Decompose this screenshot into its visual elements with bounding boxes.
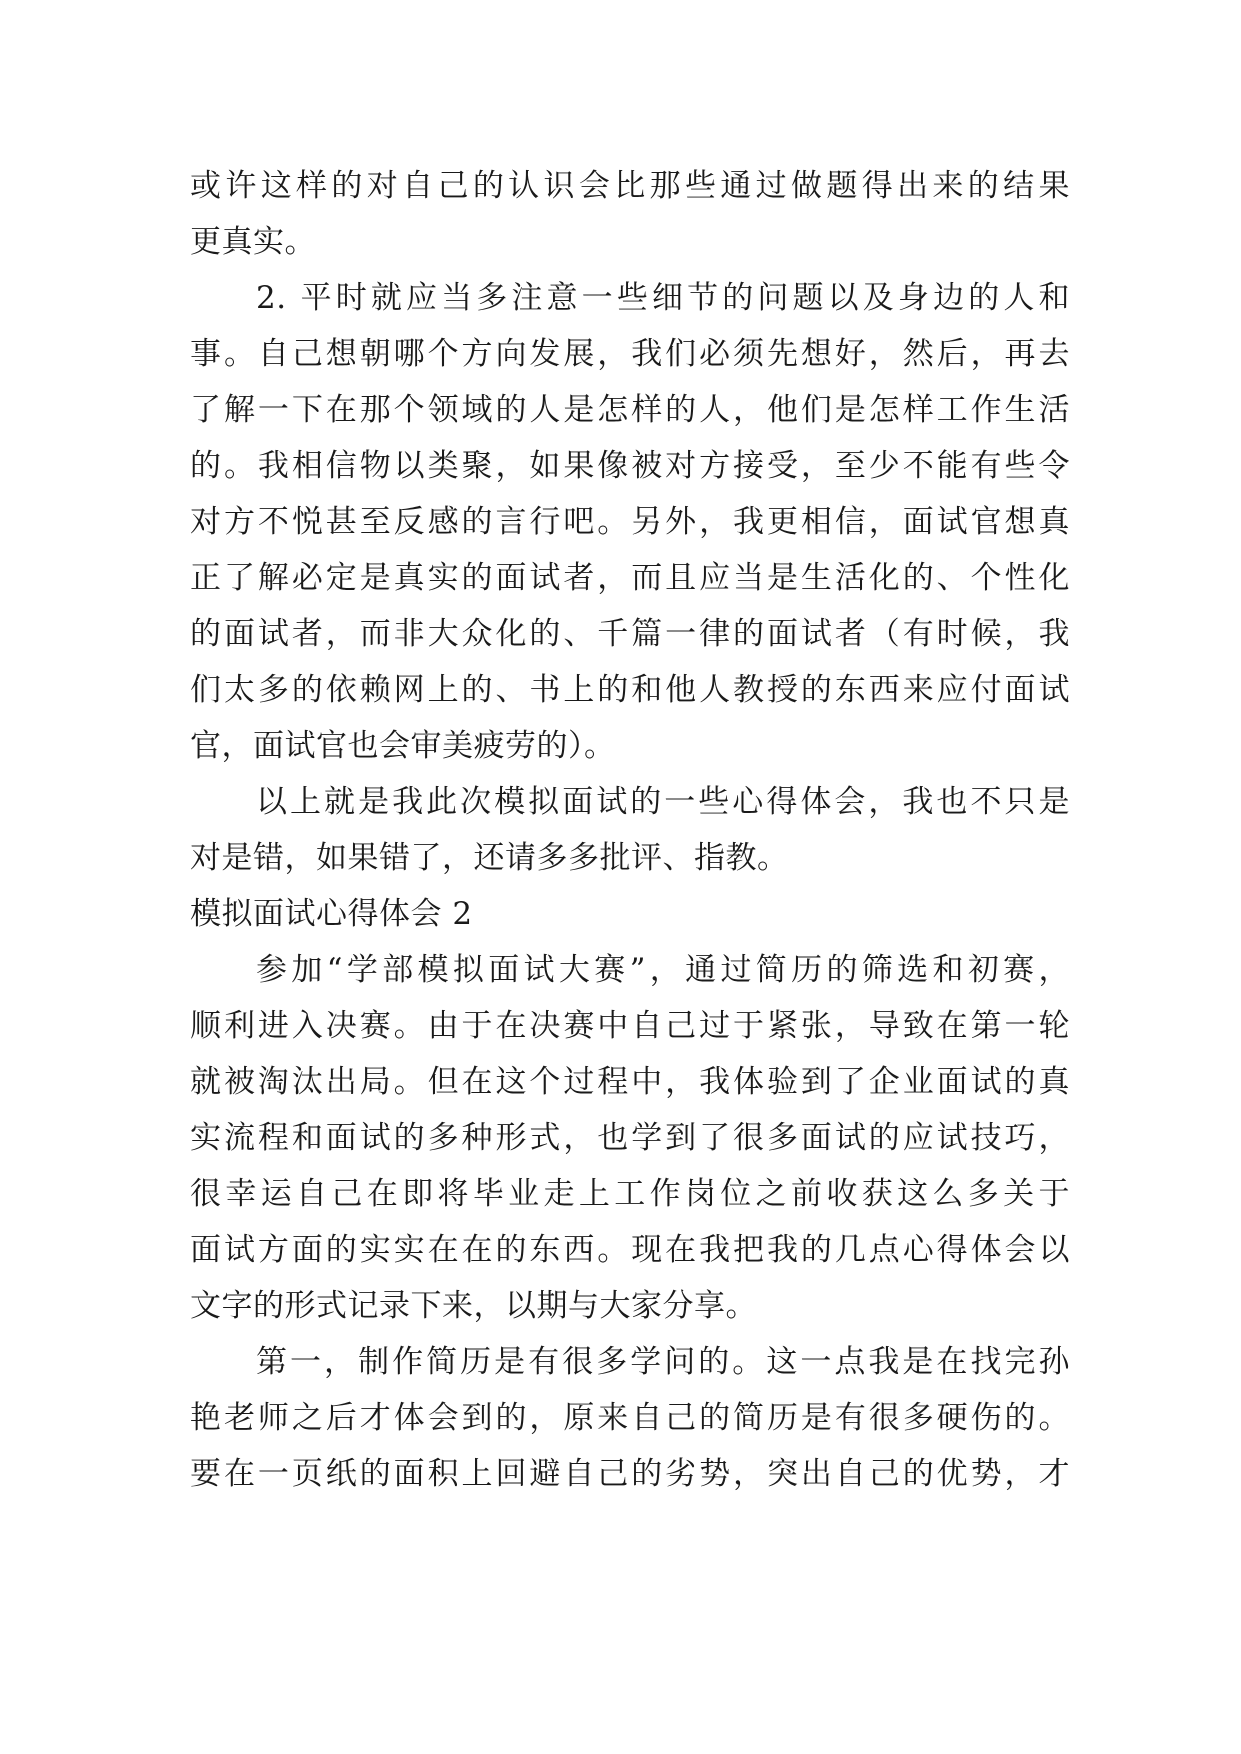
paragraph-line: 更真实。	[190, 224, 316, 260]
paragraph-line: 就被淘汰出局。但在这个过程中，我体验到了企业面试的真	[190, 1064, 1070, 1100]
paragraph-line: 或许这样的对自己的认识会比那些通过做题得出来的结果	[190, 168, 1070, 204]
paragraph-line: 正了解必定是真实的面试者，而且应当是生活化的、个性化	[190, 560, 1070, 596]
paragraph-line: 的。我相信物以类聚，如果像被对方接受，至少不能有些令	[190, 448, 1070, 484]
paragraph-line: 实流程和面试的多种形式，也学到了很多面试的应试技巧，	[190, 1120, 1070, 1156]
paragraph-line: 官，面试官也会审美疲劳的）。	[190, 728, 616, 764]
paragraph-line: 艳老师之后才体会到的，原来自己的简历是有很多硬伤的。	[190, 1400, 1070, 1436]
paragraph-line: 对方不悦甚至反感的言行吧。另外，我更相信，面试官想真	[190, 504, 1070, 540]
paragraph-line: 第一，制作简历是有很多学问的。这一点我是在找完孙	[256, 1344, 1070, 1380]
paragraph-line: 事。自己想朝哪个方向发展，我们必须先想好，然后，再去	[190, 336, 1070, 372]
paragraph-line: 们太多的依赖网上的、书上的和他人教授的东西来应付面试	[190, 672, 1070, 708]
paragraph-line: 文字的形式记录下来，以期与大家分享。	[190, 1288, 757, 1324]
section-heading: 模拟面试心得体会 2	[190, 896, 473, 932]
paragraph-line: 了解一下在那个领域的人是怎样的人，他们是怎样工作生活	[190, 392, 1070, 428]
paragraph-line: 2. 平时就应当多注意一些细节的问题以及身边的人和	[256, 280, 1070, 316]
paragraph-line: 顺利进入决赛。由于在决赛中自己过于紧张，导致在第一轮	[190, 1008, 1070, 1044]
paragraph-line: 很幸运自己在即将毕业走上工作岗位之前收获这么多关于	[190, 1176, 1070, 1212]
paragraph-line: 要在一页纸的面积上回避自己的劣势，突出自己的优势，才	[190, 1456, 1070, 1492]
paragraph-line: 的面试者，而非大众化的、千篇一律的面试者（有时候，我	[190, 616, 1070, 652]
paragraph-line: 以上就是我此次模拟面试的一些心得体会，我也不只是	[256, 784, 1070, 820]
paragraph-line: 对是错，如果错了，还请多多批评、指教。	[190, 840, 789, 876]
paragraph-line: 参加“学部模拟面试大赛”，通过简历的筛选和初赛，	[256, 952, 1070, 988]
paragraph-line: 面试方面的实实在在的东西。现在我把我的几点心得体会以	[190, 1232, 1070, 1268]
